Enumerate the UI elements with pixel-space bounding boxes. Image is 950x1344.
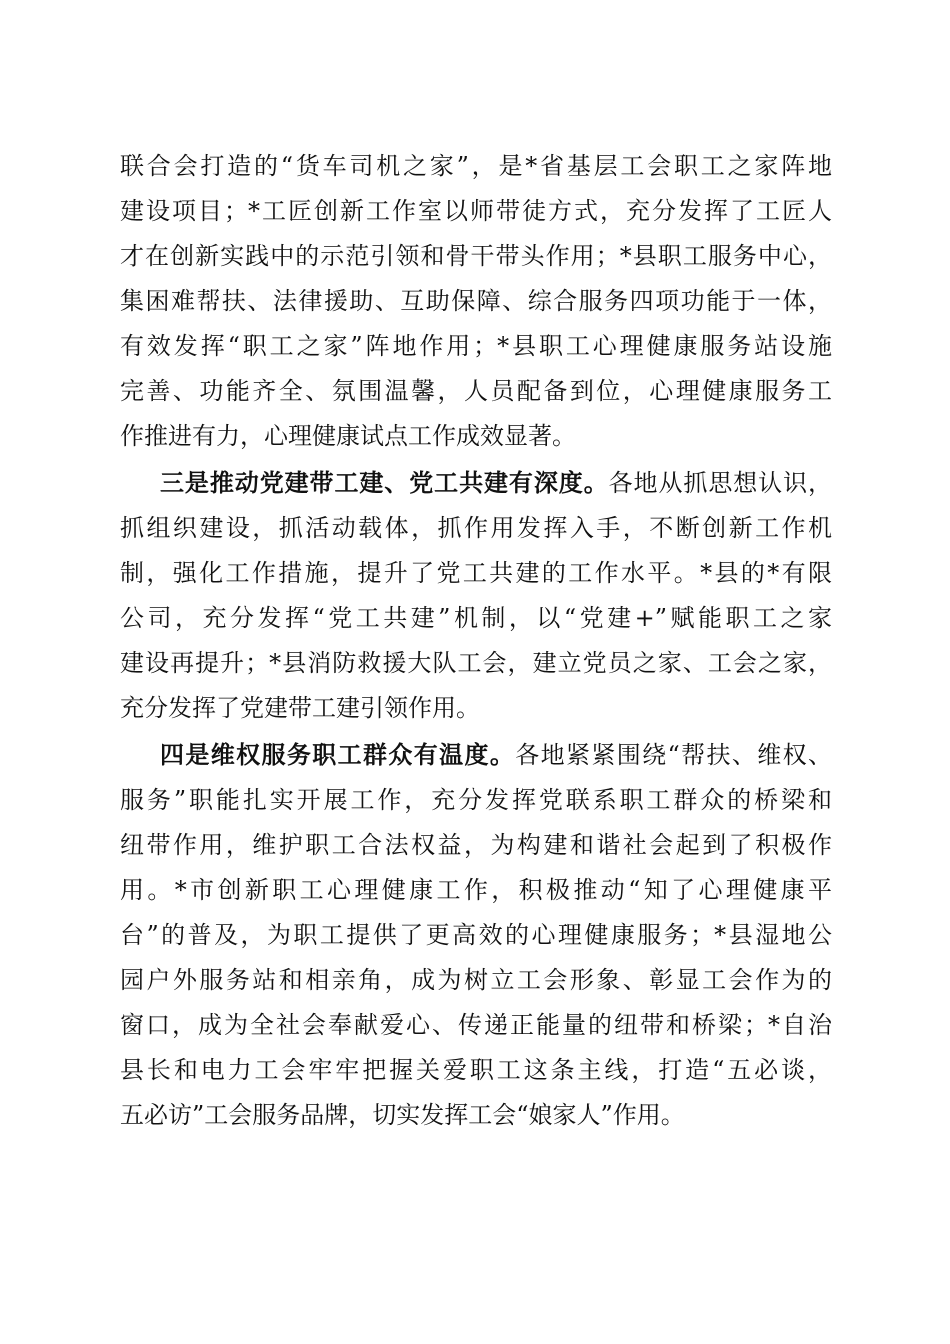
paragraph-1-line-5: 有效发挥“职工之家”阵地作用；*县职工心理健康服务站设施: [120, 332, 832, 360]
paragraph-3-line-2: 服务”职能扎实开展工作，充分发挥党联系职工群众的桥梁和: [120, 786, 832, 814]
paragraph-3-heading: 四是维权服务职工群众有温度。: [160, 740, 516, 769]
paragraph-1-line-6: 完善、功能齐全、氛围温馨，人员配备到位，心理健康服务工: [120, 377, 832, 405]
paragraph-3-line-4: 用。*市创新职工心理健康工作，积极推动“知了心理健康平: [120, 876, 832, 904]
paragraph-3-line-3: 纽带作用，维护职工合法权益，为构建和谐社会起到了积极作: [120, 831, 832, 859]
paragraph-1-line-7: 作推进有力，心理健康试点工作成效显著。: [120, 422, 576, 450]
paragraph-2-line-1: [160, 461, 832, 505]
paragraph-2-line-6: 充分发挥了党建带工建引领作用。: [120, 694, 480, 722]
paragraph-2-heading: 三是推动党建带工建、党工共建有深度。: [160, 468, 609, 497]
paragraph-3-line-1: [160, 733, 832, 777]
paragraph-1-line-2: 建设项目；*工匠创新工作室以师带徒方式，充分发挥了工匠人: [120, 197, 832, 225]
paragraph-2-line-3: 制，强化工作措施，提升了党工共建的工作水平。*县的*有限: [120, 559, 832, 587]
paragraph-2-first-line-rest: 各地从抓思想认识，: [608, 469, 833, 497]
paragraph-1-line-4: 集困难帮扶、法律援助、互助保障、综合服务四项功能于一体，: [120, 287, 832, 315]
paragraph-3-line-6: 园户外服务站和相亲角，成为树立工会形象、彰显工会作为的: [120, 966, 832, 994]
paragraph-3-line-5: 台”的普及，为职工提供了更高效的心理健康服务；*县湿地公: [120, 921, 832, 949]
paragraph-3-line-9: 五必访”工会服务品牌，切实发挥工会“娘家人”作用。: [120, 1101, 685, 1129]
paragraph-3-line-7: 窗口，成为全社会奉献爱心、传递正能量的纽带和桥梁；*自治: [120, 1011, 832, 1039]
paragraph-1-line-3: 才在创新实践中的示范引领和骨干带头作用；*县职工服务中心，: [120, 242, 832, 270]
paragraph-2-line-4: 公司，充分发挥“党工共建”机制，以“党建+”赋能职工之家: [120, 604, 832, 632]
paragraph-1-line-1: 联合会打造的“货车司机之家”，是*省基层工会职工之家阵地: [120, 152, 832, 180]
paragraph-2-line-5: 建设再提升；*县消防救援大队工会，建立党员之家、工会之家，: [120, 649, 832, 677]
paragraph-3-first-line-rest: 各地紧紧围绕“帮扶、维权、: [515, 741, 832, 769]
paragraph-3-line-8: 县长和电力工会牢牢把握关爱职工这条主线，打造“五必谈，: [120, 1056, 832, 1084]
paragraph-2-line-2: 抓组织建设，抓活动载体，抓作用发挥入手，不断创新工作机: [120, 514, 832, 542]
